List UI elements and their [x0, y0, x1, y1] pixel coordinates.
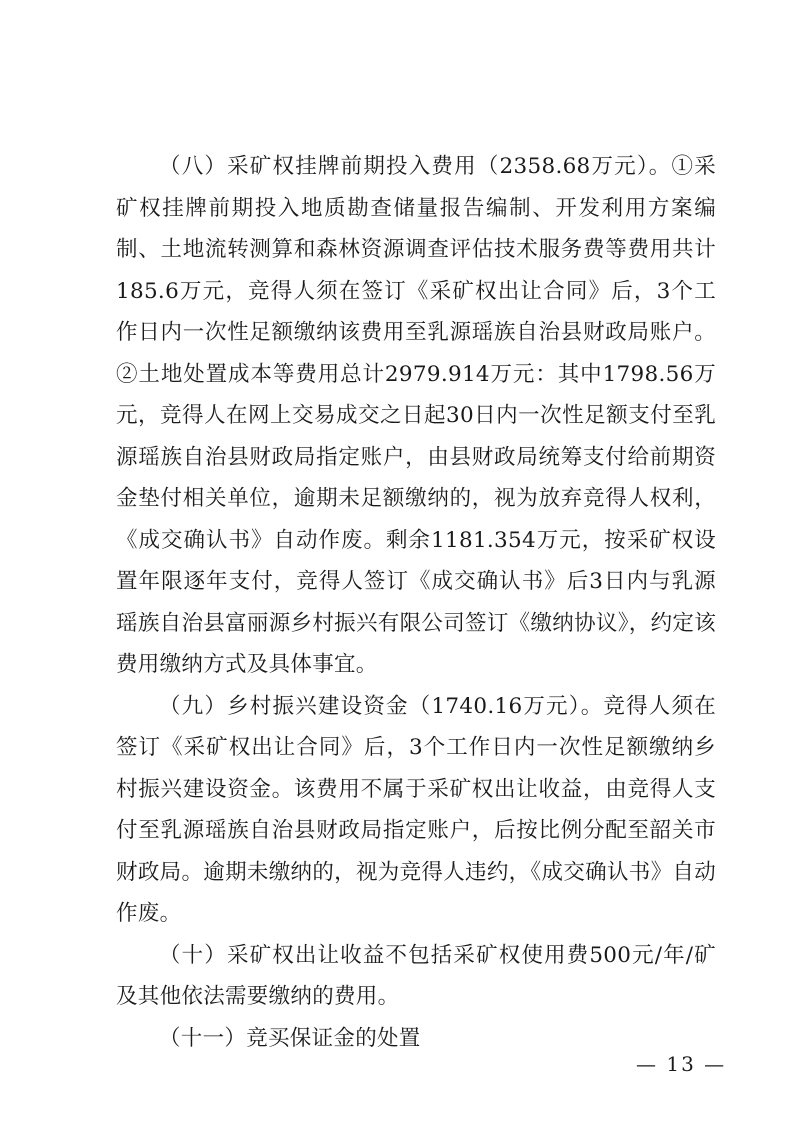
paragraph-item-11-deposit-handling-heading: （十一）竞买保证金的处置: [159, 1025, 421, 1051]
paragraph-item-9-rural-revitalization-funds: （九）乡村振兴建设资金（1740.16万元）。竞得人须在签订《采矿权出让合同》后，3个工作日内一次性足额缴纳乡村振兴建设资金。该费用不属于采矿权出让收益，由竞得人支付至乳源瑶族自治县财政局指定账户，后按比例分配至韶关市财政局。逾期未缴纳的，视为竞得人违约，《成交确认书》自动作废。: [116, 693, 716, 926]
paragraph-item-10-transfer-income-exclusions: （十）采矿权出让收益不包括采矿权使用费500元/年/矿及其他依法需要缴纳的费用。: [116, 942, 716, 1009]
page-number: — 13 —: [636, 1052, 727, 1076]
paragraph-item-8-mining-right-preliminary-costs: （八）采矿权挂牌前期投入费用（2358.68万元）。①采矿权挂牌前期投入地质勘查储量报告编制、开发利用方案编制、土地流转测算和森林资源调查评估技术服务费等费用共计185.6万元，竞得人须在签订《采矿权出让合同》后，3个工作日内一次性足额缴纳该费用至乳源瑶族自治县财政局账户。②土地处置成本等费用总计2979.914万元：其中1798.56万元，竞得人在网上交易成交之日起30日内一次性足额支付至乳源瑶族自治县财政局指定账户，由县财政局统筹支付给前期资金垫付相关单位，逾期未足额缴纳的，视为放弃竞得人权利，《成交确认书》自动作废。剩余1181.354万元，按采矿权设置年限逐年支付，竞得人签订《成交确认书》后3日内与乳源瑶族自治县富丽源乡村振兴有限公司签订《缴纳协议》，约定该费用缴纳方式及具体事宜。: [116, 154, 716, 677]
document-body: [116, 146, 716, 1059]
